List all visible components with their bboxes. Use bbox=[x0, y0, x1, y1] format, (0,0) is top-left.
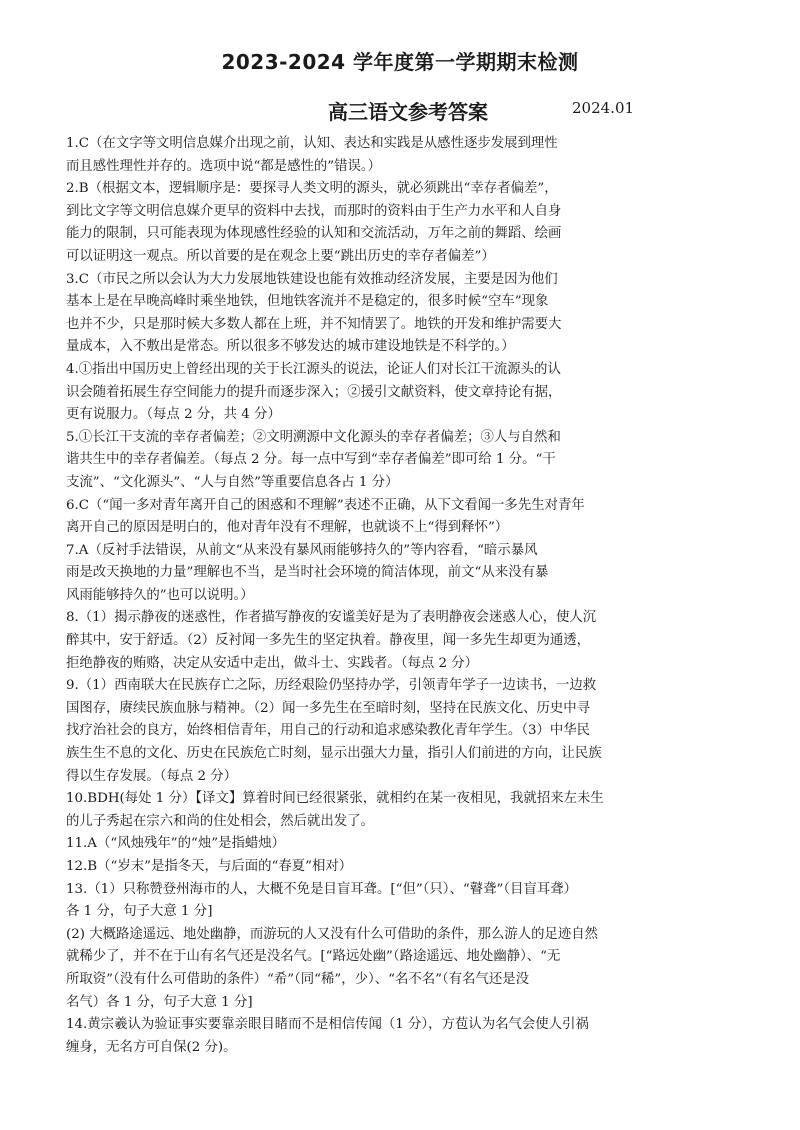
answer-item bbox=[66, 856, 742, 879]
answer-line: 1.C（在文字等文明信息媒介出现之前，认知、表达和实践是从感性逐步发展到理性 bbox=[66, 136, 558, 151]
answer-line: 国图存，赓续民族血脉与精神。（2）闻一多先生在至暗时刻，坚持在民族文化、历史中寻 bbox=[66, 700, 591, 716]
answer-line: 就稀少了，并不在于山有名气还是没名气。[“路远处幽”（路途遥远、地处幽静）、“无 bbox=[66, 949, 561, 965]
answer-line: 也并不少，只是那时候大多数人都在上班，并不知情罢了。地铁的开发和维护需要大 bbox=[66, 316, 562, 332]
answer-line: 基本上是在早晚高峰时乘坐地铁，但地铁客流并不是稳定的，很多时候“空车”现象 bbox=[66, 294, 549, 310]
answer-item bbox=[66, 540, 742, 608]
answer-list bbox=[66, 133, 742, 1059]
answer-item bbox=[66, 675, 742, 788]
answer-line: 更有说服力。（每点 2 分，共 4 分） bbox=[66, 407, 281, 423]
document-date: 2024.01 bbox=[572, 99, 635, 117]
answer-item bbox=[66, 788, 742, 833]
answer-line: 可以证明这一观点。所以首要的是在观念上要“跳出历史的幸存者偏差”） bbox=[66, 248, 495, 264]
answer-line: 4.①指出中国历史上曾经出现的关于长江源头的说法，论证人们对长江干流源头的认 bbox=[66, 361, 561, 377]
answer-item bbox=[66, 1014, 742, 1059]
answer-line: 7.A（反衬手法错误，从前文“从来没有暴风雨能够持久的”等内容看，“暗示暴风 bbox=[66, 542, 538, 558]
answer-line: (2) 大概路途遥远、地处幽静，而游玩的人又没有什么可借助的条件，那么游人的足迹自然 bbox=[66, 926, 599, 942]
answer-line: 3.C（市民之所以会认为大力发展地铁建设也能有效推动经济发展，主要是因为他们 bbox=[66, 271, 558, 287]
answer-item bbox=[66, 607, 742, 675]
answer-line: 8.（1）揭示静夜的迷惑性，作者描写静夜的安谧美好是为了表明静夜会迷惑人心，使人沉 bbox=[66, 610, 597, 626]
answer-line: 风雨能够持久的”也可以说明。） bbox=[66, 587, 254, 603]
answer-line: 雨是改天换地的力量”理解也不当，是当时社会环境的简洁体现，前文“从来没有暴 bbox=[66, 565, 549, 581]
answer-line: 9.（1）西南联大在民族存亡之际，历经艰险仍坚持办学，引领青年学子一边读书，一边救 bbox=[66, 678, 597, 694]
answer-line: 而且感性理性并存的。选项中说“都是感性的”错误。） bbox=[66, 158, 381, 174]
answer-line: 找疗治社会的良方，始终相信青年，用自己的行动和追求感染教化青年学生。（3）中华民 bbox=[66, 723, 591, 739]
answer-line: 12.B（“岁末”是指冬天，与后面的“春夏”相对） bbox=[66, 859, 353, 874]
answer-item bbox=[66, 427, 742, 495]
answer-line: 能力的限制，只可能表现为体现感性经验的认知和交流活动，万年之前的舞蹈、绘画 bbox=[66, 226, 562, 242]
document-subtitle: 高三语文参考答案 bbox=[328, 100, 488, 124]
answer-line: 的儿子秀起在宗六和尚的住处相会，然后就出发了。 bbox=[66, 813, 374, 829]
answer-line: 量成本，入不敷出是常态。所以很多不够发达的城市建设地铁是不科学的。） bbox=[66, 339, 515, 355]
answer-line: 拒绝静夜的贿赂，决定从安适中走出，做斗士、实践者。（每点 2 分） bbox=[66, 655, 479, 671]
answer-line: 缠身，无名方可自保(2 分)。 bbox=[66, 1039, 237, 1055]
answer-line: 6.C（“闻一多对青年离开自己的困惑和不理解”表述不正确，从下文看闻一多先生对青年 bbox=[66, 497, 585, 513]
subtitle-row bbox=[0, 96, 800, 126]
answer-line: 得以生存发展。（每点 2 分） bbox=[66, 768, 238, 784]
answer-line: 13.（1）只称赞登州海市的人，大概不免是目盲耳聋。[“但”（只）、“瞽聋”（目盲耳聋） bbox=[66, 881, 577, 897]
answer-line: 所取资”（没有什么可借助的条件）“希”（同“稀”，少）、“名不名”（有名气还是没 bbox=[66, 971, 530, 987]
answer-item bbox=[66, 833, 742, 856]
answer-line: 各 1 分，句子大意 1 分] bbox=[66, 904, 213, 920]
answer-item bbox=[66, 359, 742, 427]
answer-line: 谐共生中的幸存者偏差。（每点 2 分。每一点中写到“幸存者偏差”即可给 1 分。“干 bbox=[66, 452, 556, 468]
answer-line: 2.B（根据文本，逻辑顺序是：要探寻人类文明的源头，就必须跳出“幸存者偏差”， bbox=[66, 181, 558, 197]
answer-line: 11.A（“风烛残年”的“烛”是指蜡烛） bbox=[66, 836, 286, 852]
answer-item bbox=[66, 178, 742, 268]
answer-line: 到比文字等文明信息媒介更早的资料中去找，而那时的资料由于生产力水平和人自身 bbox=[66, 203, 562, 219]
answer-item bbox=[66, 879, 742, 1015]
answer-line: 支流”、“文化源头”、“人与自然”等重要信息各占 1 分） bbox=[66, 474, 399, 490]
answer-item bbox=[66, 495, 742, 540]
answer-line: 10.BDH(每处 1 分）【译文】算着时间已经很紧张，就相约在某一夜相见，我就招来左未生 bbox=[66, 791, 604, 807]
answer-line: 离开自己的原因是明白的，他对青年没有不理解，也就谈不上“得到释怀”） bbox=[66, 520, 509, 536]
answer-line: 族生生不息的文化、历史在民族危亡时刻，显示出强大力量，指引人们前进的方向，让民族 bbox=[66, 746, 602, 762]
answer-line: 14.黄宗羲认为验证事实要靠亲眼目睹而不是相信传闻（1 分），方苞认为名气会使人引祸 bbox=[66, 1017, 589, 1033]
answer-item bbox=[66, 133, 742, 178]
answer-line: 识会随着拓展生存空间能力的提升而逐步深入；②援引文献资料，使文章持论有据， bbox=[66, 384, 562, 400]
answer-line: 5.①长江干支流的幸存者偏差；②文明溯源中文化源头的幸存者偏差；③人与自然和 bbox=[66, 429, 561, 445]
answer-item bbox=[66, 269, 742, 359]
answer-line: 名气）各 1 分，句子大意 1 分] bbox=[66, 994, 253, 1010]
answer-line: 醉其中，安于舒适。（2）反衬闻一多先生的坚定执着。静夜里，闻一多先生却更为通透， bbox=[66, 633, 591, 649]
document-title: 2023-2024 学年度第一学期期末检测 bbox=[221, 50, 579, 74]
